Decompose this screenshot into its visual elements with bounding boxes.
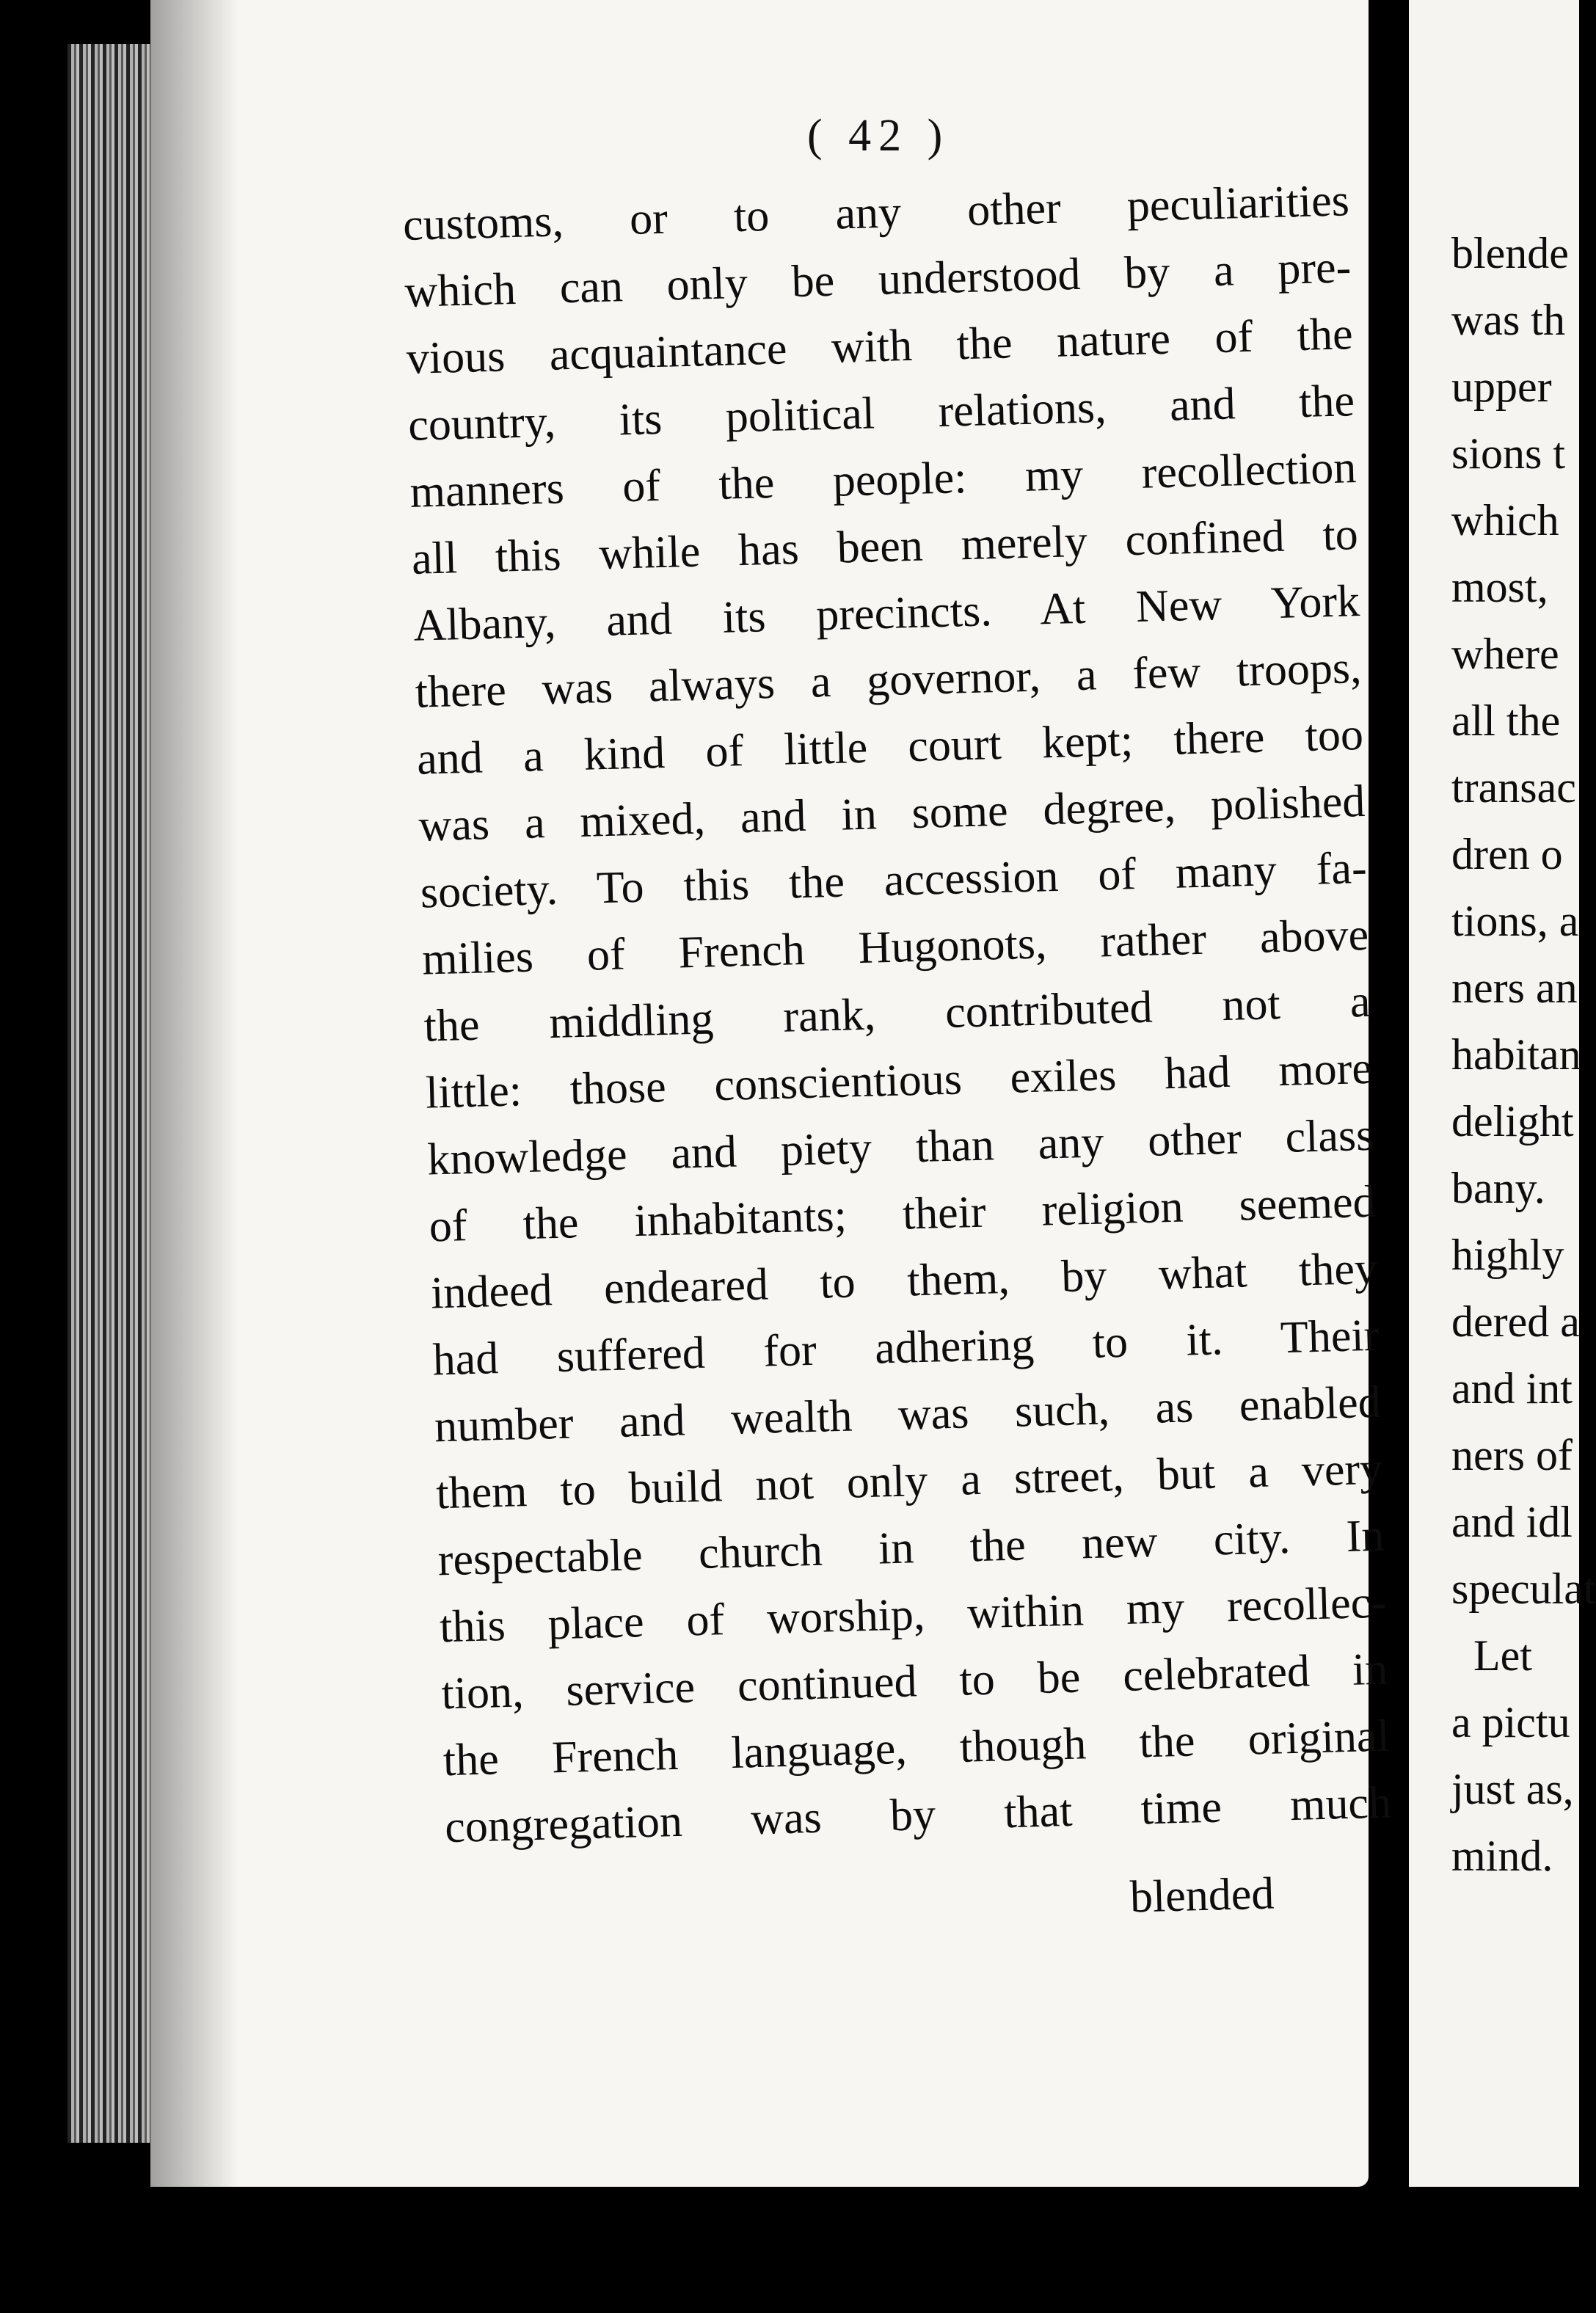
text-line: of the inhabitants; their religion seemed [429,1176,1377,1252]
page-number: ( 42 ) [807,111,950,161]
text-line: little: those conscientious exiles had more [425,1043,1373,1118]
right-text-fragment: and int [1451,1364,1573,1413]
text-line: country, its political relations, and the [407,376,1355,451]
scan-border [0,2187,1579,2313]
text-line: Albany, and its precincts. At New York [412,576,1360,651]
right-text-fragment: ners of [1451,1431,1573,1479]
text-line: knowledge and piety than any other class [426,1110,1374,1185]
right-text-fragment: sions t [1451,429,1566,478]
text-line: them to build not only a street, but a very [435,1443,1383,1519]
text-line: and a kind of little court kept; there too [416,709,1364,784]
text-line: congregation was by that time much [444,1777,1392,1853]
right-text-fragment: transac [1451,763,1576,812]
right-text-fragment: tions, a [1451,897,1579,945]
catchword: blended [1129,1868,1275,1923]
right-page-text [1451,220,1596,1890]
right-text-fragment: dered a [1451,1297,1580,1346]
binding-shadow [150,0,238,2187]
right-text-fragment: upper [1451,363,1552,411]
text-line: vious acquaintance with the nature of the [406,309,1354,384]
right-text-fragment: most, [1451,563,1548,611]
text-line: which can only be understood by a pre- [404,242,1352,317]
right-text-fragment: a pictu [1451,1698,1570,1746]
right-text-fragment: dren o [1451,830,1563,878]
text-line: had suffered for adhering to it. Their [431,1310,1380,1385]
text-block [402,167,1399,1861]
right-text-fragment: highly [1451,1231,1564,1279]
right-text-fragment: bany. [1451,1164,1545,1212]
right-text-fragment: and idl [1451,1498,1573,1546]
text-line: customs, or to any other peculiarities [402,175,1350,250]
page-edges [68,44,156,2143]
right-text-fragment: speculat [1451,1565,1596,1613]
right-text-fragment: where [1451,630,1559,678]
text-line: there was always a governor, a few troops, [414,643,1363,718]
text-line: the middling rank, contributed not a [423,976,1371,1052]
right-text-fragment: delight [1451,1097,1574,1145]
text-line: was a mixed, and in some degree, polished [418,776,1366,851]
right-text-fragment: habitan [1451,1030,1581,1079]
right-text-fragment: ners an [1451,964,1578,1012]
text-line: the French language, though the original [442,1711,1391,1786]
text-line: indeed endeared to them, by what they [430,1243,1378,1319]
text-line: milies of French Hugonots, rather above [421,909,1369,985]
right-text-fragment: blende [1451,229,1569,277]
right-text-fragment: mind. [1451,1832,1553,1880]
right-text-fragment: Let [1473,1631,1532,1680]
text-line: manners of the people: my recollection [409,442,1358,517]
text-line: respectable church in the new city. In [437,1510,1385,1586]
text-line: all this while has been merely confined to [411,509,1359,584]
text-line: society. To this the accession of many fa- [420,842,1368,918]
text-line: this place of worship, within my recollec- [439,1577,1387,1653]
right-text-fragment: just as, [1451,1765,1574,1813]
text-line: number and wealth was such, as enabled [434,1377,1382,1452]
text-line: tion, service continued to be celebrated in [440,1644,1389,1719]
right-text-fragment: all the [1451,696,1561,745]
right-text-fragment: was th [1451,296,1565,344]
right-text-fragment: which [1451,496,1559,544]
